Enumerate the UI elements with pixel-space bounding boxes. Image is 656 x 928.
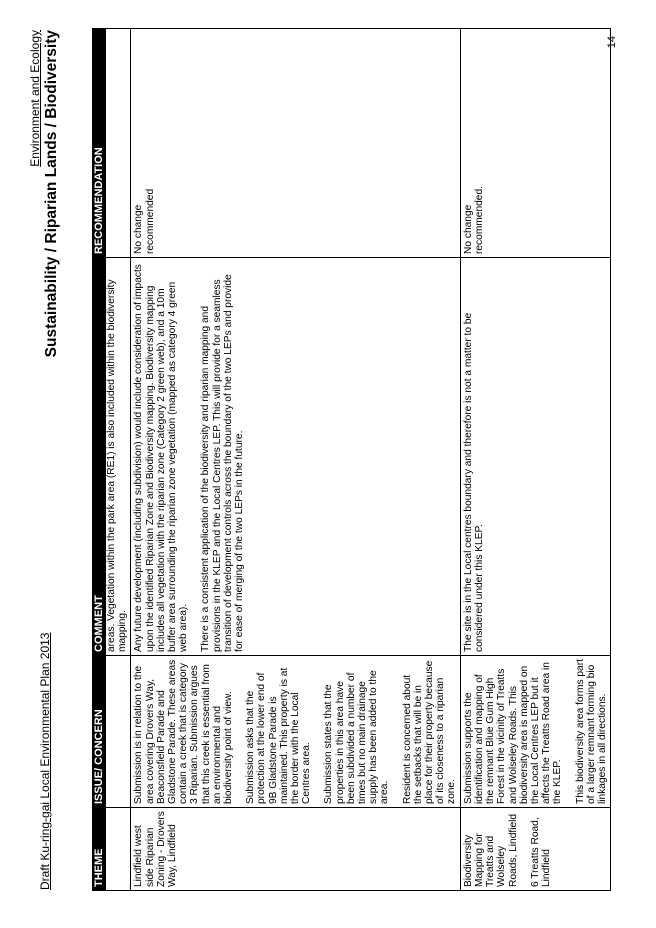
table-row-continuation xyxy=(106,29,131,891)
cell-recommendation xyxy=(106,29,131,258)
submissions-table xyxy=(92,28,611,891)
issue-paragraph: Submission is in relation to the area covering Drovers Way, Beaconsfield Parade and Gladstone Parade. These areas contain a creek that is category 3 Riparian. Submission argues that this creek is essential from an environmental and biodiversity point of view. xyxy=(133,659,235,804)
theme-paragraph: Biodiversity Mapping for Treatts and Wolseley Roads, Lindfield xyxy=(462,813,519,887)
comment-paragraph: Any future development (including subdivision) would include consideration of impacts upon the identified Riparian Zone and Biodiversity mapping. Biodiversity mapping includes all vegetation with the riparian zone (Category 2 green web), and a 10m buffer area surrounding the riparian zone vegetation (mapped as category 4 green web area). xyxy=(133,264,190,652)
column-header-recommendation: RECOMMENDATION xyxy=(93,29,106,258)
column-header-issue: ISSUE/ CONCERN xyxy=(93,656,106,808)
page-number: 14 xyxy=(606,36,618,49)
document-title: Draft Ku-ring-gai Local Environmental Plan 2013 xyxy=(38,632,52,890)
issue-paragraph: Submission states that the properties in this area have been subdivided a number of times but no main drainage supply has been added to the area. xyxy=(323,670,391,804)
cell-issue xyxy=(131,656,460,808)
theme-paragraph: 6 Treatts Road, Lindfield xyxy=(529,817,552,887)
cell-comment xyxy=(460,258,610,656)
section-header xyxy=(28,30,61,357)
cell-theme xyxy=(460,808,610,891)
comment-paragraph: There is a consistent application of the biodiversity and riparian mapping and provisions in the KLEP and the Local Centres LEP. This will provide for a seamless transition of development controls across the boundary of the two LEPs and provide for ease of merging of the two LEPs in the future. xyxy=(200,274,246,652)
issue-paragraph: This biodiversity area forms part of a larger remnant forming bio linkages in all directions. xyxy=(574,659,608,804)
cell-theme xyxy=(131,808,460,891)
cell-issue xyxy=(106,656,131,808)
issue-paragraph: Submission asks that the protection at the lower end of 9B Gladstone Parade is maintained. This property is at the border with the Local Centres area. xyxy=(245,667,313,804)
comment-paragraph: The site is in the Local centres boundary and therefore is not a matter to be considered under this KLEP. xyxy=(462,312,485,652)
column-header-comment: COMMENT xyxy=(93,258,106,656)
cell-comment xyxy=(106,258,131,656)
cell-recommendation xyxy=(131,29,460,258)
theme-paragraph: Lindfield west side Riparian Zoning - Drovers Way, Lindfield xyxy=(133,811,179,887)
cell-recommendation xyxy=(460,29,610,258)
issue-paragraph: Submission supports the identification and mapping of the remnant Blue Gum High Forest in the vicinity of Treatts and Wolseley Roads. This biodiversity area is mapped on the Local Centres LEP but it affects the Treatts Road area in the KLEP. xyxy=(462,662,564,804)
column-header-theme: THEME xyxy=(93,808,106,891)
section-title: Sustainability / Riparian Lands / Biodiversity xyxy=(43,30,60,358)
cell-comment xyxy=(131,258,460,656)
cell-theme xyxy=(106,808,131,891)
cell-issue xyxy=(460,656,610,808)
comment-paragraph: areas. Vegetation within the park area (RE1) is also included within the biodiversity mapping. xyxy=(106,279,129,652)
recommendation-text: No change recommended xyxy=(133,188,156,254)
issue-paragraph: Resident is concerned about the setbacks that will be in place for their property because of its closeness to a riparian zone. xyxy=(401,660,458,804)
table-header-row xyxy=(93,29,106,891)
table-row xyxy=(131,29,460,891)
section-category: Environment and Ecology xyxy=(28,30,42,167)
table-row xyxy=(460,29,610,891)
recommendation-text: No change recommended. xyxy=(462,186,485,254)
